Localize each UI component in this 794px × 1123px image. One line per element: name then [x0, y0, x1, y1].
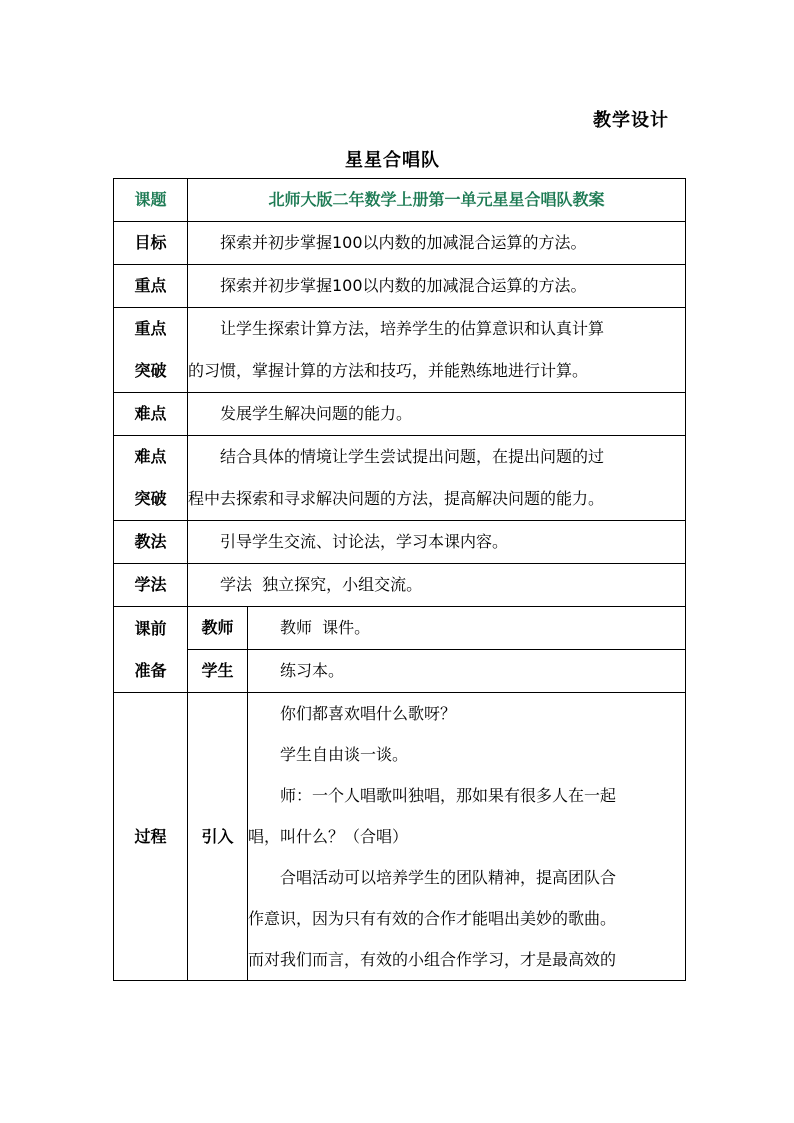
diff-break-line1: 结合具体的情境让学生尝试提出问题，在提出问题的过 — [220, 447, 605, 466]
process-line-2: 学生自由谈一谈。 — [280, 745, 409, 764]
process-line-7: 而对我们而言，有效的小组合作学习，才是最高效的 — [248, 950, 617, 969]
key-text: 探索并初步掌握100以内数的加减混合运算的方法。 — [188, 265, 686, 308]
prep-teacher-label: 教师 — [188, 607, 248, 650]
prep-teacher-text: 教师 课件。 — [248, 607, 686, 650]
teaching-method-label: 教法 — [114, 521, 188, 564]
difficulty-row — [114, 393, 686, 436]
diff-break-label-line2: 突破 — [134, 489, 167, 508]
prep-student-row — [114, 650, 686, 693]
diff-break-row — [114, 436, 686, 521]
key-label: 重点 — [114, 265, 188, 308]
teaching-method-text: 引导学生交流、讨论法，学习本课内容。 — [188, 521, 686, 564]
prep-student-text: 练习本。 — [248, 650, 686, 693]
process-line-6: 作意识，因为只有有效的合作才能唱出美妙的歌曲。 — [248, 909, 617, 928]
learning-method-row — [114, 564, 686, 607]
prep-label — [114, 607, 188, 693]
process-line-5: 合唱活动可以培养学生的团队精神，提高团队合 — [280, 868, 617, 887]
prep-label-line2: 准备 — [134, 660, 167, 680]
key-break-line2: 的习惯，掌握计算的方法和技巧，并能熟练地进行计算。 — [188, 361, 589, 380]
process-label: 过程 — [114, 693, 188, 981]
goal-row — [114, 222, 686, 265]
process-line-4: 唱，叫什么？（合唱） — [248, 827, 409, 846]
process-row — [114, 693, 686, 981]
prep-teacher-row — [114, 607, 686, 650]
prep-label-line1: 课前 — [134, 618, 167, 638]
lesson-plan-table — [113, 178, 686, 981]
key-break-text — [188, 308, 686, 393]
key-break-row — [114, 308, 686, 393]
key-break-line1: 让学生探索计算方法，培养学生的估算意识和认真计算 — [220, 319, 605, 338]
difficulty-label: 难点 — [114, 393, 188, 436]
prep-student-label: 学生 — [188, 650, 248, 693]
process-line-3: 师：一个人唱歌叫独唱，那如果有很多人在一起 — [280, 786, 617, 805]
process-stage-label: 引入 — [188, 693, 248, 981]
teaching-method-row — [114, 521, 686, 564]
doc-type-label: 教学设计 — [593, 110, 669, 131]
topic-title: 北师大版二年数学上册第一单元星星合唱队教案 — [188, 179, 686, 222]
topic-label: 课题 — [114, 179, 188, 222]
key-break-label-line2: 突破 — [134, 361, 167, 380]
learning-method-label: 学法 — [114, 564, 188, 607]
learning-method-text: 学法 独立探究，小组交流。 — [188, 564, 686, 607]
diff-break-line2: 程中去探索和寻求解决问题的方法，提高解决问题的能力。 — [188, 489, 605, 508]
diff-break-text — [188, 436, 686, 521]
page-title: 星星合唱队 — [345, 150, 440, 171]
key-break-label — [114, 308, 188, 393]
topic-row — [114, 179, 686, 222]
process-content — [248, 693, 686, 981]
key-break-label-line1: 重点 — [134, 319, 167, 338]
difficulty-text: 发展学生解决问题的能力。 — [188, 393, 686, 436]
process-line-1: 你们都喜欢唱什么歌呀？ — [280, 704, 457, 723]
goal-text: 探索并初步掌握100以内数的加减混合运算的方法。 — [188, 222, 686, 265]
goal-label: 目标 — [114, 222, 188, 265]
key-row — [114, 265, 686, 308]
diff-break-label-line1: 难点 — [134, 447, 167, 466]
diff-break-label — [114, 436, 188, 521]
